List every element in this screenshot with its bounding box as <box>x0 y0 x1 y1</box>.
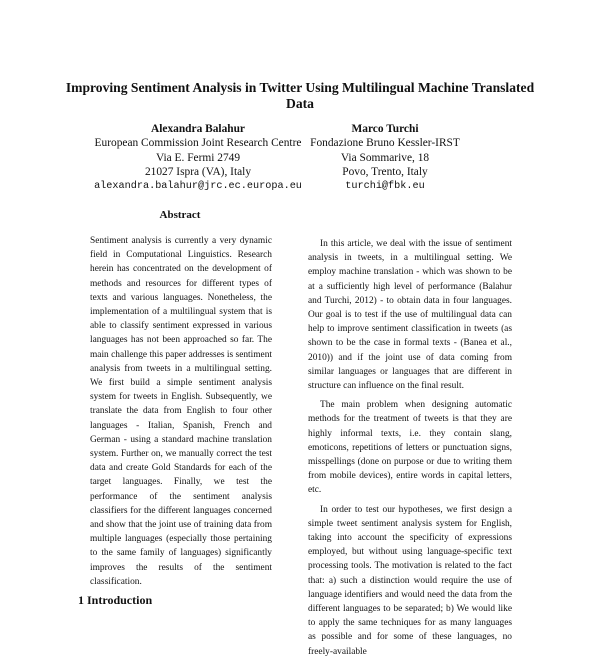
author-email: turchi@fbk.eu <box>345 180 425 192</box>
author-block-2 <box>300 122 470 194</box>
author-name: Alexandra Balahur <box>151 123 245 135</box>
author-name: Marco Turchi <box>351 123 419 135</box>
abstract-paragraph: Sentiment analysis is currently a very dynamic field in Computational Linguistics. Research herein has concentrated on the development of methods and resources for different types of texts and various languages. Nonetheless, the implementation of a multilingual system that is able to classify sentiment expressed in various languages has not been approached so far. The main challenge this paper addresses is sentiment analysis from tweets in a multilingual setting. We first build a simple sentiment analysis system for tweets in English. Subsequently, we translate the data from English to four other languages - Italian, Spanish, French and German - using a standard machine translation system. Further on, we manually correct the test data and create Gold Standards for each of the target languages. Finally, we test the performance of the sentiment analysis classifiers for the different languages concerned and show that the joint use of training data from multiple languages (especially those pertaining to the same family of languages) significantly improves the results of the sentiment classification. <box>90 236 272 587</box>
body-paragraph: In this article, we deal with the issue of sentiment analysis in tweets, in a multilingual setting. We employ machine translation - which was shown to be at a sufficiently high level of performance (Balahur and Turchi, 2012) - to obtain data in four languages. Our goal is to test if the use of multilingual data can help to improve sentiment classification in tweets (as shown to be the case in formal texts - (Banea et al., 2010)) and if the joint use of data coming from similar languages or languages that are different in structure can influence on the final result. <box>308 239 512 392</box>
author-block-1 <box>80 122 316 194</box>
author-address-line: Via Sommarive, 18 <box>340 151 430 164</box>
author-affiliation: European Commission Joint Research Centre <box>94 137 302 150</box>
body-paragraph: The main problem when designing automatic methods for the treatment of tweets is that they are highly informal texts, i.e. they contain slang, emoticons, repetitions of letters or punctuation signs, misspellings (done on purpose or due to writing them from mobile devices), entire words in capital letters, etc. <box>308 400 512 496</box>
author-address-line: Povo, Trento, Italy <box>342 166 428 179</box>
body-paragraph: In order to test our hypotheses, we first design a simple tweet sentiment analysis system for English, taking into account the specificity of expressions employed, but without using language-specific text processing tools. The motivation is related to the fact that: a) such a distinction would require the use of language identifiers and would need the data from the different languages to be separated; b) We would like to apply the same techniques for as many languages as possible and for some of these languages, no freely-available <box>308 504 512 657</box>
section-heading: 1 Introduction <box>78 593 153 607</box>
abstract-heading: Abstract <box>159 209 201 221</box>
author-address-line: 21027 Ispra (VA), Italy <box>144 166 252 179</box>
author-address-line: Via E. Fermi 2749 <box>155 151 241 164</box>
abstract-body <box>90 234 272 589</box>
paper-title: Improving Sentiment Analysis in Twitter Using Multilingual Machine Translated Data <box>65 80 535 111</box>
author-affiliation: Fondazione Bruno Kessler-IRST <box>310 137 460 150</box>
author-email: alexandra.balahur@jrc.ec.europa.eu <box>94 180 302 192</box>
